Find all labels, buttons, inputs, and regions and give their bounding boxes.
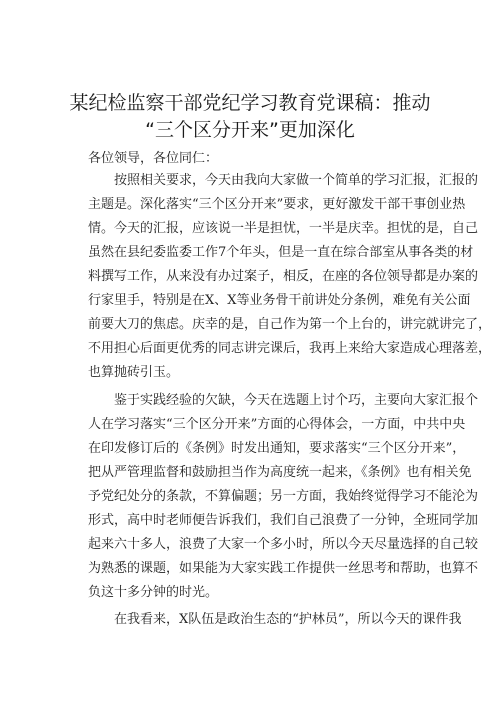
paragraph-2-line: 人在学习落实“三个区分开来”方面的心得体会，一方面，中共中央 [88, 417, 466, 432]
paragraph-2-line: 起来六十多人，浪费了大家一个多小时，所以今天尽量选择的自己较 [88, 537, 479, 552]
paragraph-3-line: 在我看来，X队伍是政治生态的“护林员”，所以今天的课件我 [114, 612, 462, 627]
paragraph-2-line: 予党纪处分的条款，不算偏题；另一方面，我始终觉得学习不能沦为 [88, 489, 479, 504]
paragraph-1-line: 也算抛砖引玉。 [88, 365, 180, 380]
paragraph-1-line: 行家里手，特别是在X、X等业务骨干前讲处分条例，难免有关公面 [88, 293, 471, 308]
paragraph-1-line: 虽然在县纪委监委工作7个年头，但是一直在综合部室从事各类的材 [88, 245, 474, 260]
greeting: 各位领导，各位同仁： [88, 151, 219, 166]
paragraph-1-line: 不用担心后面更优秀的同志讲完课后，我再上来给大家造成心理落差， [88, 341, 492, 356]
paragraph-1-line: 前要大刀的焦虑。庆幸的是，自己作为第一个上台的，讲完就讲完了， [88, 317, 492, 332]
paragraph-1-line: 料撰写工作，从来没有办过案子，相反，在座的各位领导都是办案的 [88, 269, 479, 284]
paragraph-2-line: 为熟悉的课题，如果能为大家实践工作提供一丝思考和帮助，也算不 [88, 561, 479, 576]
paragraph-1-line: 按照相关要求，今天由我向大家做一个简单的学习汇报，汇报的 [114, 173, 479, 188]
document-title-line-2: “三个区分开来”更加深化 [145, 119, 355, 141]
paragraph-2-line: 鉴于实践经验的欠缺，今天在选题上讨个巧，主要向大家汇报个 [114, 393, 479, 408]
paragraph-1-line: 情。今天的汇报，应该说一半是担忧，一半是庆幸。担忧的是，自己 [88, 221, 479, 236]
paragraph-2-line: 在印发修订后的《条例》时发出通知，要求落实“三个区分开来”， [88, 441, 466, 456]
paragraph-2-line: 负这十多分钟的时光。 [88, 585, 219, 600]
paragraph-2-line: 把从严管理监督和鼓励担当作为高度统一起来，《条例》也有相关免 [88, 465, 472, 480]
paragraph-2-line: 形式，高中时老师便告诉我们，我们自己浪费了一分钟，全班同学加 [88, 513, 479, 528]
paragraph-1-line: 主题是。深化落实“三个区分开来”要求，更好激发干部干事创业热 [88, 197, 466, 212]
document-title-line-1: 某纪检监察干部党纪学习教育党课稿：推动 [69, 92, 431, 114]
